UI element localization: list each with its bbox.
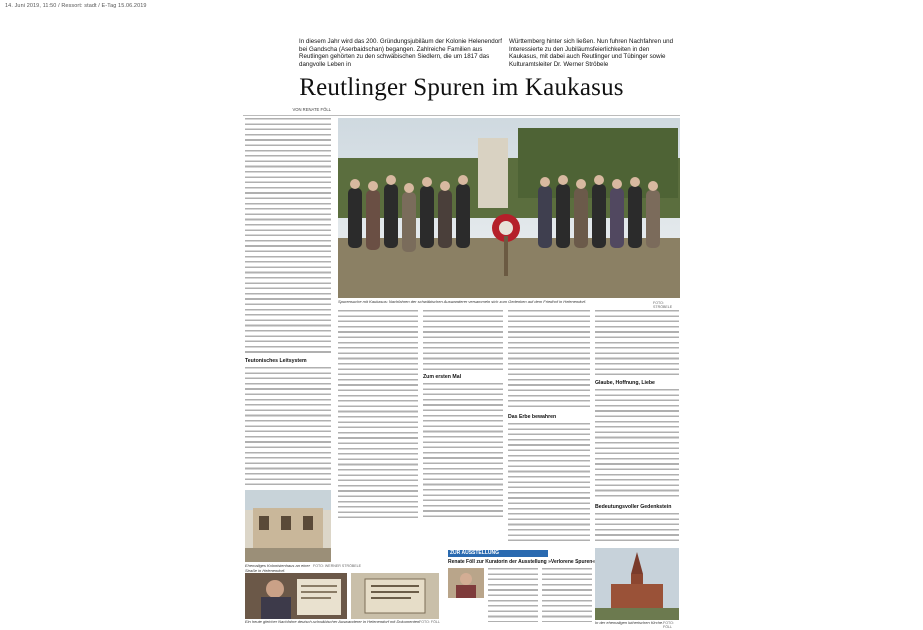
house-photo-credit: FOTO: WERNER STRÖBELE: [313, 564, 362, 568]
text-column-4b: [508, 423, 590, 543]
info-box-title: Renate Föll zur Kuratorin der Ausstellung »Verlorene Spuren«: [448, 559, 596, 565]
text-column-1b: [245, 367, 331, 487]
info-box-text-a: [488, 568, 538, 622]
woman-photo-credit: FOTO: FÖLL: [419, 620, 440, 624]
church-photo: [595, 548, 679, 620]
subhead-zum-ersten-mal: Zum ersten Mal: [423, 374, 462, 380]
text-column-5a: [595, 310, 679, 376]
article-byline: VON RENATE FÖLL: [292, 107, 331, 112]
text-column-3a: [423, 310, 503, 370]
info-box-tag: ZUR AUSSTELLUNG: [450, 550, 499, 556]
intro-text-right: Württemberg hinter sich ließen. Nun fuhren Nachfahren und Interessierte zu den Jubiläumsfeierlichkeiten in den Kaukasus, mit dabei auch Reutlinger und Tübinger sowie Kulturamtsleiter Dr. Werner Ströbele: [509, 38, 674, 68]
author-portrait: [448, 568, 484, 598]
woman-photo: [245, 573, 347, 619]
house-photo: [245, 490, 331, 562]
main-photo-credit: FOTO: STRÖBELE: [653, 301, 673, 309]
text-column-4a: [508, 310, 590, 410]
house-photo-caption: Ehemaliges Kolonistenhaus an einer Straße in Helenendorf.: [245, 563, 310, 573]
info-box-text-b: [542, 568, 592, 622]
subhead-gedenkstein: Bedeutungsvoller Gedenkstein: [595, 504, 672, 510]
text-column-5c: [595, 513, 679, 545]
main-group-photo: [338, 118, 680, 298]
article-headline: Reutlinger Spuren im Kaukasus: [299, 74, 624, 101]
document-photo: [351, 573, 439, 619]
main-photo-caption: Spurensuche mit Kaukasus: Nachfahren der schwäbischen Auswanderer versammeln sich zum Gedenken auf dem Friedhof in Helenendorf.: [338, 299, 587, 304]
text-column-5b: [595, 389, 679, 499]
church-photo-credit: FOTO: FÖLL: [663, 621, 674, 629]
woman-photo-caption: Ein heute gleicher Nachfahre deutsch-schwäbischer Auswanderer in Helenendorf mit Dokumenten.: [245, 619, 421, 624]
subhead-glaube: Glaube, Hoffnung, Liebe: [595, 380, 655, 386]
text-column-3b: [423, 383, 503, 518]
newspaper-page: [243, 38, 680, 629]
page-meta-header: 14. Juni 2019, 11:50 / Ressort: stadt / E-Tag 15.06.2019: [5, 3, 147, 9]
subhead-erbe: Das Erbe bewahren: [508, 414, 557, 420]
text-column-2: [338, 310, 418, 518]
intro-text-left: In diesem Jahr wird das 200. Gründungsjubiläum der Kolonie Helenendorf bei Gandscha (Aserbaidschan) begangen. Zahlreiche Familien aus Reutlingen gehörten zu den schwäbischen Siedlern, die um 1817 das dangvolle Leben in: [299, 38, 502, 68]
subhead-leitsystem: Teutonisches Leitsystem: [245, 358, 307, 364]
text-column-1: [245, 118, 331, 356]
church-photo-caption: In der ehemaligen lutherischen Kirche.: [595, 620, 664, 625]
headline-rule: [243, 115, 680, 116]
